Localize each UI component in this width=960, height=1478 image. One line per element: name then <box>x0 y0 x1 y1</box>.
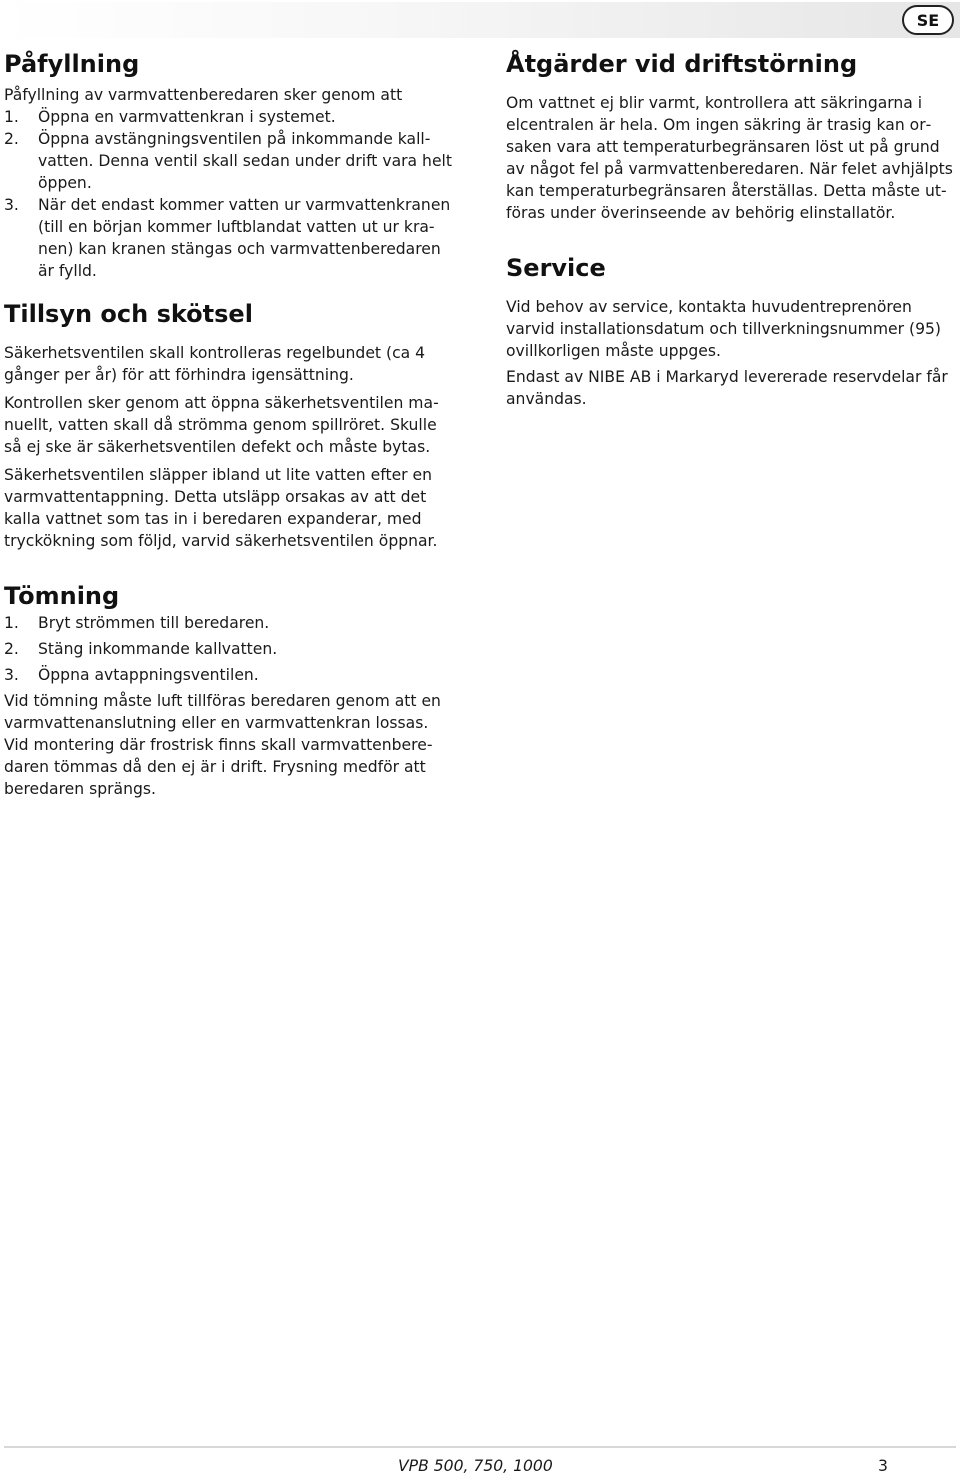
service-paragraph-2: Endast av NIBE AB i Markaryd levererade reservdelar får användas. <box>506 368 948 408</box>
step-number: 3. <box>4 666 19 684</box>
tillsyn-paragraph-1: Säkerhetsventilen skall kontrolleras regelbundet (ca 4 gånger per år) för att förhindra igensättning. <box>4 344 426 384</box>
footer-divider <box>4 1446 956 1448</box>
step-text: Bryt strömmen till beredaren. <box>38 614 270 632</box>
list-item <box>4 612 454 634</box>
tillsyn-paragraph-2: Kontrollen sker genom att öppna säkerhetsventilen manuellt, vatten skall då strömma genom spillröret. Skulle så ej ske är säkerhetsventilen defekt och måste bytas. <box>4 394 439 456</box>
list-item <box>4 638 454 660</box>
step-number: 2. <box>4 130 19 148</box>
heading-tomning: Tömning <box>4 582 120 610</box>
section-service <box>506 252 954 410</box>
step-text: Öppna avstängningsventilen på inkommande kallvatten. Denna ventil skall sedan under drift vara helt öppen. <box>38 130 452 192</box>
header-bar <box>0 2 960 38</box>
footer-model: VPB 500, 750, 1000 <box>398 1457 553 1475</box>
step-text: När det endast kommer vatten ur varmvattenkranen (till en början kommer luftblandat vatten ut ur kranen) kan kranen stängas och varmvattenberedaren är fylld. <box>38 196 451 280</box>
step-text: Stäng inkommande kallvatten. <box>38 640 278 658</box>
atgarder-paragraph: Om vattnet ej blir varmt, kontrollera att säkringarna i elcentralen är hela. Om ingen säkring är trasig kan orsaken vara att temperaturbegränsaren löst ut på grund av något fel på varmvattenberedaren. När felet avhjälpts kan temperaturbegränsaren återställas. Detta måste utföras under överinseende av behörig elinstallatör. <box>506 94 953 222</box>
list-item <box>4 194 454 282</box>
heading-tillsyn: Tillsyn och skötsel <box>4 300 253 328</box>
step-number: 3. <box>4 196 19 214</box>
step-number: 2. <box>4 640 19 658</box>
section-pafyllning <box>4 48 454 282</box>
tillsyn-paragraph-3: Säkerhetsventilen släpper ibland ut lite vatten efter en varmvattentappning. Detta utsläpp orsakas av att det kalla vattnet som tas in i beredaren expanderar, med tryckökning som följd, varvid säkerhetsventilen öppnar. <box>4 466 438 550</box>
step-text: Öppna en varmvattenkran i systemet. <box>38 108 336 126</box>
heading-pafyllning: Påfyllning <box>4 50 140 78</box>
step-number: 1. <box>4 614 19 632</box>
heading-service: Service <box>506 254 606 282</box>
tomning-paragraph: Vid tömning måste luft tillföras beredaren genom att en varmvattenanslutning eller en varmvattenkran lossas. Vid montering där frostrisk finns skall varmvattenberedaren tömmas då den ej är i drift. Frysning medför att beredaren sprängs. <box>4 692 441 798</box>
language-badge: SE <box>902 5 954 35</box>
page-number: 3 <box>878 1457 888 1475</box>
section-tomning <box>4 580 454 800</box>
left-column <box>4 48 454 800</box>
section-tillsyn <box>4 298 454 552</box>
list-item <box>4 664 454 686</box>
right-column <box>506 48 954 410</box>
section-atgarder <box>506 48 954 224</box>
tomning-steps <box>4 612 454 686</box>
service-paragraph-1: Vid behov av service, kontakta huvudentreprenören varvid installationsdatum och tillverkningsnummer (95) ovillkorligen måste uppges. <box>506 298 942 360</box>
list-item <box>4 106 454 128</box>
pafyllning-steps <box>4 106 454 282</box>
step-text: Öppna avtappningsventilen. <box>38 666 259 684</box>
step-number: 1. <box>4 108 19 126</box>
heading-atgarder: Åtgärder vid driftstörning <box>506 50 858 78</box>
pafyllning-intro: Påfyllning av varmvattenberedaren sker genom att <box>4 86 403 104</box>
list-item <box>4 128 454 194</box>
